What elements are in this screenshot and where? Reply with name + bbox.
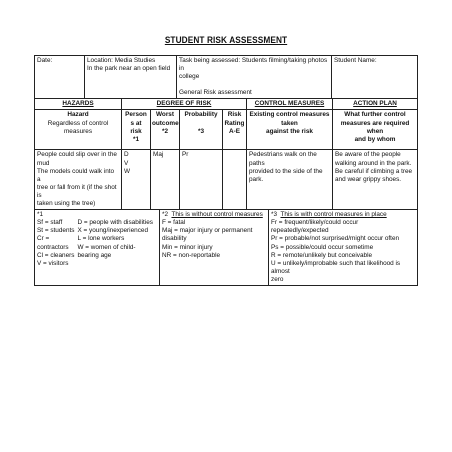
header-line: risk	[130, 127, 142, 135]
date-label: Date:	[37, 57, 53, 64]
task-line: Task being assessed: Students filming/taking photos in	[179, 57, 328, 73]
header-line: Worst	[156, 111, 174, 119]
control-measures-heading: CONTROL MEASURES	[247, 99, 333, 110]
key-probability	[269, 210, 418, 286]
student-name-cell	[332, 56, 418, 99]
header-line: Existing control measures taken	[249, 111, 330, 127]
cell-line: Be aware of the people	[335, 151, 401, 159]
table-row	[35, 150, 418, 210]
header-line: outcome	[152, 119, 179, 127]
hazard-cell	[35, 150, 122, 210]
key-line: X = young/inexperienced	[77, 227, 149, 235]
key-heading: This is without control measures	[171, 211, 263, 219]
header-line: Person	[125, 111, 147, 119]
risk-table	[34, 98, 418, 210]
key-line: contractors	[37, 243, 69, 251]
key-line: disability	[162, 235, 187, 243]
existing-controls-cell	[247, 150, 333, 210]
cell-line: mud	[37, 159, 50, 167]
header-line: and by whom	[354, 135, 396, 143]
location-line: Location: Media Studies	[87, 57, 156, 64]
action-plan-heading: ACTION PLAN	[333, 99, 418, 110]
key-line: Min = minor injury	[162, 243, 213, 251]
key-line: R = remote/unlikely but conceivable	[271, 251, 373, 259]
key-table	[34, 209, 418, 286]
key-line: U = unlikely/improbable such that likelihood is almost	[271, 259, 401, 275]
location-cell	[85, 56, 177, 99]
key-outcome-title	[162, 211, 266, 219]
key-probability-title	[271, 211, 415, 219]
key-line: Fr = frequent/likely/could occur repeatedly/expected	[271, 219, 359, 235]
probability-cell: Pr	[180, 150, 223, 210]
header-line: What further control	[344, 111, 406, 119]
key-line: V = visitors	[37, 259, 69, 267]
header-line: measures are required when	[340, 119, 410, 135]
cell-line: walking around in the park.	[335, 159, 412, 167]
cell-line: taken using the tree)	[37, 200, 96, 208]
header-line: A-E	[228, 127, 240, 135]
cell-line: W	[124, 167, 131, 175]
task-cell	[177, 56, 332, 99]
key-line: Pr = probable/not surprised/might occur often	[271, 235, 400, 243]
cell-line: D	[124, 151, 129, 159]
key-label: *3	[271, 211, 281, 219]
probability-header	[180, 110, 223, 150]
key-persons	[35, 210, 160, 286]
hazard-column-header	[35, 110, 122, 150]
cell-line: People could slip over in the	[37, 151, 117, 159]
key-outcome	[160, 210, 269, 286]
degree-of-risk-heading: DEGREE OF RISK	[122, 99, 247, 110]
key-line: bearing age	[77, 251, 112, 259]
hazard-header-sub: Regardless of control	[47, 119, 109, 127]
task-line: General Risk assessment	[179, 89, 252, 97]
key-label: *2	[162, 211, 172, 219]
persons-at-risk-cell	[122, 150, 151, 210]
worst-outcome-cell: Maj	[151, 150, 180, 210]
header-line: Rating	[224, 119, 245, 127]
task-line: college	[179, 73, 200, 81]
header-line: s at	[130, 119, 142, 127]
key-line: F = fatal	[162, 219, 186, 227]
existing-controls-header	[247, 110, 333, 150]
header-line: Probability	[184, 111, 218, 119]
location-line: In the park near an open field	[87, 65, 171, 73]
cell-line: Pedestrians walk on the paths	[249, 151, 317, 167]
key-label: *1	[37, 211, 44, 219]
key-line: Ps = possible/could occur sometime	[271, 243, 374, 251]
header-line: Risk	[227, 111, 242, 119]
document-title: STUDENT RISK ASSESSMENT	[164, 35, 288, 45]
hazards-heading: HAZARDS	[35, 99, 122, 110]
cell-line: provided to the side of the park.	[249, 167, 323, 183]
info-table	[34, 55, 418, 99]
risk-rating-header	[223, 110, 247, 150]
hazard-header-sub: measures	[63, 127, 93, 135]
key-line: L = lone workers	[77, 235, 125, 243]
cell-line: and wear grippy shoes.	[335, 175, 402, 183]
worst-outcome-header	[151, 110, 180, 150]
key-line: Maj = major injury or permanent	[162, 227, 253, 235]
cell-line: The models could walk into a	[37, 167, 115, 183]
key-line: Sf = staff	[37, 219, 63, 227]
key-line: zero	[271, 275, 284, 283]
further-controls-header	[333, 110, 418, 150]
risk-rating-cell	[223, 150, 247, 210]
student-name-label: Student Name:	[334, 57, 377, 64]
header-line: *2	[161, 127, 169, 135]
persons-at-risk-header	[122, 110, 151, 150]
further-controls-cell	[333, 150, 418, 210]
date-cell	[35, 56, 85, 99]
key-line: NR = non-reportable	[162, 251, 221, 259]
key-line: D = people with disabilities	[77, 219, 153, 227]
header-line: against the risk	[266, 127, 313, 135]
risk-assessment-table	[34, 55, 417, 286]
cell-line: tree or fall from it (if the shot is	[37, 183, 117, 199]
header-line: *3	[197, 127, 205, 135]
key-line: Cr =	[37, 235, 50, 243]
cell-line: V	[124, 159, 129, 167]
key-line: St = students	[37, 227, 75, 235]
key-line: W = women of child-	[77, 243, 136, 251]
key-heading: This is with control measures in place	[280, 211, 387, 219]
cell-line: Be careful if climbing a tree	[335, 167, 413, 175]
key-line: Cl = cleaners	[37, 251, 75, 259]
header-line: *1	[132, 135, 140, 143]
hazard-header-label: Hazard	[67, 111, 89, 119]
